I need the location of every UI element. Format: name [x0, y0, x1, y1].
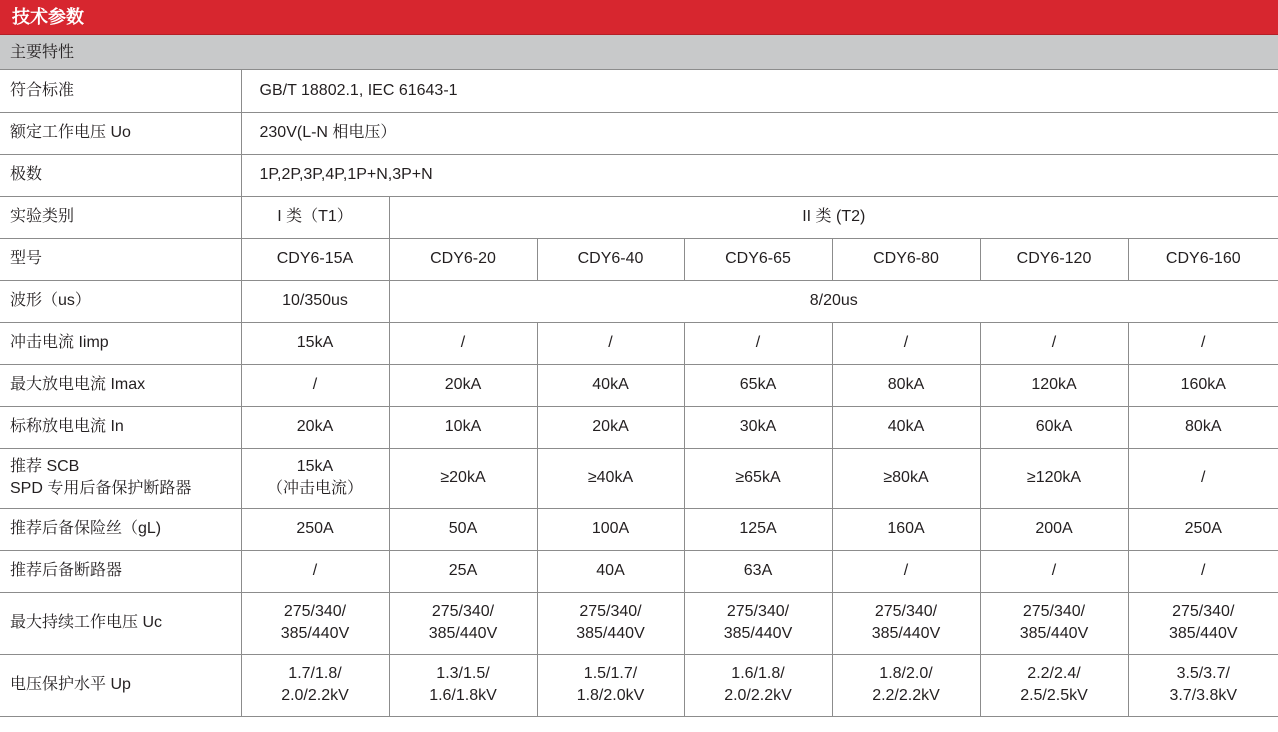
- value-cell: [389, 592, 537, 654]
- value-text: 275/340/ 385/440V: [1169, 603, 1238, 642]
- row-in: [0, 406, 1278, 448]
- row-up: [0, 654, 1278, 716]
- row-label: 额定工作电压 Uo: [0, 112, 241, 154]
- value-cell: CDY6-40: [537, 238, 684, 280]
- row-label: 最大持续工作电压 Uc: [0, 592, 241, 654]
- value-cell: 60kA: [980, 406, 1128, 448]
- row-standard: [0, 70, 1278, 112]
- value-cell: [832, 654, 980, 716]
- value-cell: 65kA: [684, 364, 832, 406]
- value-cell: 20kA: [537, 406, 684, 448]
- poles-value: 1P,2P,3P,4P,1P+N,3P+N: [241, 154, 1278, 196]
- row-uc: [0, 592, 1278, 654]
- value-cell: ≥120kA: [980, 448, 1128, 508]
- value-cell: [980, 592, 1128, 654]
- row-poles: [0, 154, 1278, 196]
- value-cell: 15kA: [241, 322, 389, 364]
- value-cell: 30kA: [684, 406, 832, 448]
- row-label: 极数: [0, 154, 241, 196]
- value-cell: ≥20kA: [389, 448, 537, 508]
- value-text: 1.3/1.5/ 1.6/1.8kV: [429, 665, 497, 704]
- value-cell: 20kA: [241, 406, 389, 448]
- value-cell: CDY6-20: [389, 238, 537, 280]
- value-cell: [980, 654, 1128, 716]
- row-label: 波形（us）: [0, 280, 241, 322]
- value-cell: CDY6-120: [980, 238, 1128, 280]
- value-cell: /: [241, 364, 389, 406]
- row-label: 推荐后备保险丝（gL): [0, 508, 241, 550]
- value-text: 275/340/ 385/440V: [428, 603, 498, 642]
- value-cell: [389, 654, 537, 716]
- value-text: 1.7/1.8/ 2.0/2.2kV: [281, 665, 349, 704]
- value-cell: [241, 448, 389, 508]
- value-cell: 250A: [241, 508, 389, 550]
- value-cell: 40A: [537, 550, 684, 592]
- value-text: 275/340/ 385/440V: [723, 603, 793, 642]
- value-text: 275/340/ 385/440V: [280, 603, 350, 642]
- value-text: 1.6/1.8/ 2.0/2.2kV: [724, 665, 792, 704]
- value-cell: 80kA: [832, 364, 980, 406]
- value-cell: 40kA: [832, 406, 980, 448]
- value-cell: 50A: [389, 508, 537, 550]
- value-cell: /: [1128, 322, 1278, 364]
- value-cell: 10kA: [389, 406, 537, 448]
- value-text: 275/340/ 385/440V: [871, 603, 941, 642]
- value-cell: /: [537, 322, 684, 364]
- value-cell: ≥40kA: [537, 448, 684, 508]
- value-cell: 40kA: [537, 364, 684, 406]
- value-cell: ≥80kA: [832, 448, 980, 508]
- row-label: 最大放电电流 Imax: [0, 364, 241, 406]
- value-cell: CDY6-160: [1128, 238, 1278, 280]
- value-cell: 160A: [832, 508, 980, 550]
- value-cell: /: [832, 550, 980, 592]
- row-label: 标称放电电流 In: [0, 406, 241, 448]
- value-cell: [832, 592, 980, 654]
- value-cell: [537, 592, 684, 654]
- value-cell: 250A: [1128, 508, 1278, 550]
- value-cell: 63A: [684, 550, 832, 592]
- value-cell: /: [684, 322, 832, 364]
- voltage-value: 230V(L-N 相电压）: [241, 112, 1278, 154]
- value-cell: ≥65kA: [684, 448, 832, 508]
- value-cell: 125A: [684, 508, 832, 550]
- value-cell: CDY6-80: [832, 238, 980, 280]
- class1-waveform: 10/350us: [241, 280, 389, 322]
- value-text: 2.2/2.4/ 2.5/2.5kV: [1020, 665, 1088, 704]
- value-cell: /: [1128, 448, 1278, 508]
- value-cell: [684, 654, 832, 716]
- row-voltage: [0, 112, 1278, 154]
- standard-value: GB/T 18802.1, IEC 61643-1: [241, 70, 1278, 112]
- class2-waveform: 8/20us: [389, 280, 1278, 322]
- value-cell: 160kA: [1128, 364, 1278, 406]
- row-test-class: [0, 196, 1278, 238]
- value-text: 3.5/3.7/ 3.7/3.8kV: [1169, 665, 1238, 704]
- value-cell: [537, 654, 684, 716]
- row-imax: [0, 364, 1278, 406]
- value-cell: /: [389, 322, 537, 364]
- row-label: [0, 448, 241, 508]
- value-cell: /: [241, 550, 389, 592]
- value-cell: 80kA: [1128, 406, 1278, 448]
- value-cell: CDY6-15A: [241, 238, 389, 280]
- value-cell: 200A: [980, 508, 1128, 550]
- value-cell: [1128, 592, 1278, 654]
- section-title: 主要特性: [0, 35, 1278, 70]
- row-scb: [0, 448, 1278, 508]
- page-title: 技术参数: [0, 0, 1278, 35]
- row-label: 冲击电流 Iimp: [0, 322, 241, 364]
- value-text: 1.5/1.7/ 1.8/2.0kV: [576, 665, 645, 704]
- row-iimp: [0, 322, 1278, 364]
- row-fuse: [0, 508, 1278, 550]
- row-label: 实验类别: [0, 196, 241, 238]
- row-label: 符合标准: [0, 70, 241, 112]
- class1-cell: I 类（T1）: [241, 196, 389, 238]
- value-cell: /: [980, 550, 1128, 592]
- row-waveform: [0, 280, 1278, 322]
- scb-label-text: 推荐 SCB SPD 专用后备保护断路器: [10, 458, 192, 497]
- row-model: [0, 238, 1278, 280]
- row-label: 推荐后备断路器: [0, 550, 241, 592]
- value-cell: [241, 592, 389, 654]
- value-text: 275/340/ 385/440V: [1019, 603, 1089, 642]
- row-breaker: [0, 550, 1278, 592]
- value-cell: /: [980, 322, 1128, 364]
- spec-table: [0, 70, 1278, 717]
- value-text: 275/340/ 385/440V: [576, 603, 645, 642]
- value-cell: 20kA: [389, 364, 537, 406]
- value-text: 15kA （冲击电流）: [266, 458, 363, 497]
- row-label: 型号: [0, 238, 241, 280]
- value-cell: CDY6-65: [684, 238, 832, 280]
- value-cell: /: [1128, 550, 1278, 592]
- row-label: 电压保护水平 Up: [0, 654, 241, 716]
- value-cell: 25A: [389, 550, 537, 592]
- value-cell: 120kA: [980, 364, 1128, 406]
- value-text: 1.8/2.0/ 2.2/2.2kV: [872, 665, 940, 704]
- value-cell: [1128, 654, 1278, 716]
- class2-cell: II 类 (T2): [389, 196, 1278, 238]
- value-cell: [241, 654, 389, 716]
- value-cell: 100A: [537, 508, 684, 550]
- value-cell: /: [832, 322, 980, 364]
- value-cell: [684, 592, 832, 654]
